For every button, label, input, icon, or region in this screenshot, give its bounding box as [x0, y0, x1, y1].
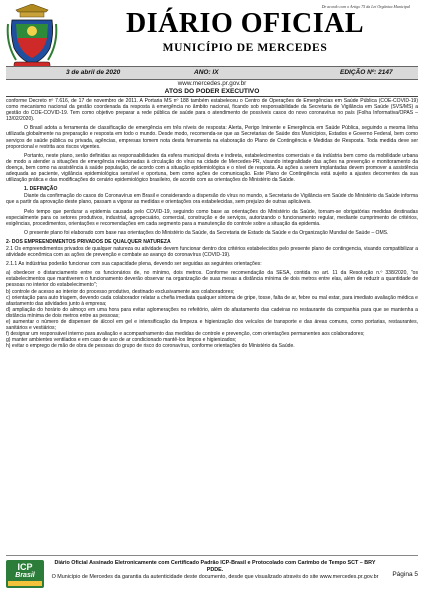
seal-label-bottom: Brasil [15, 572, 35, 579]
certification-line: Diário Oficial Assinado Eletronicamente com Certificado Padrão ICP-Brasil e Protocolado com Carimbo de Tempo SCT – BRY PDDE. [54, 560, 376, 573]
list-item: d) ampliação do horário do almoço em uma hora para evitar aglomerações no refeitório, além do afastamento das cadeiras no restaurante da companhia para que se mantenha a distância mínima de dois metros entre as pessoas; [6, 306, 418, 319]
paragraph: Pelo tempo que perdurar a epidemia causada pelo COVID-19, seguindo como base as orientações do Ministério da Saúde, tornam-se obrigatórias medidas destinadas especialmente para os setores produtivos, industrial, agropecuário, comercial, construção e de serviços, autorizando o funcionamento regular, mediante cumprimento de critérios, exigências, procedimentos, orientações e recomendações em cada segmento para a manutenção do controle sobre a situação da epidemia. [6, 208, 418, 227]
coat-of-arms-icon [6, 4, 58, 70]
icp-brasil-seal-icon [6, 560, 44, 588]
edition-year: ANO: IX [194, 69, 219, 76]
authenticity-line: O Município de Mercedes da garantia da autenticidade deste documento, desde que visualizado através do site www.mercedes.pr.gov.br [51, 573, 379, 580]
legal-note: De acordo com o Artigo 75 da Lei Orgânica Municipal [321, 4, 410, 9]
website-link[interactable]: www.mercedes.pr.gov.br [177, 80, 247, 87]
paragraph: O presente plano foi elaborado com base nas orientações do Ministério da Saúde, da Secretaria de Estado da Saúde e da Organização Mundial de Saúde – OMS. [24, 229, 389, 236]
footer [6, 555, 418, 594]
list-item: c) orientação para auto triagem, devendo cada colaborador relatar a chefia imediata qualquer sintoma de gripe, tosse, falta de ar, febre ou mal estar, para imediato avaliação médica e afastamento das atividades junto à empresa; [6, 294, 418, 307]
divider [6, 96, 418, 97]
paragraph: conforme Decreto nº 7.616, de 17 de novembro de 2011. A Portaria MS nº 188 também estabeleceu o Centro de Operações de Emergências em Saúde Pública (COE-COVID-19) como mecanismo nacional da gestão coordenada da resposta à emergência no âmbito nacional, ficando sob responsabilidade da Secretaria de Vigilância em Saúde (SVS/MS) a gestão do COE-COVID-19. Tem como objetivo preparar a rede pública de saúde para o atendimento de possíveis casos do novo coronavírus no país (Folha Informativa/OPAS – 13/02/2020). [6, 98, 418, 123]
paragraph: 2.1.1 As indústrias poderão funcionar com sua capacidade plena, devendo ser seguidas as seguintes orientações: [6, 261, 262, 268]
section-heading-definicao: 1. DEFINIÇÃO [24, 186, 58, 193]
masthead [0, 0, 424, 95]
municipality-name: MUNICÍPIO DE MERCEDES [162, 42, 328, 54]
page-number: Página 5 [392, 571, 418, 578]
paragraph: Portanto, neste plano, serão definidas as responsabilidades da esfera municipal direta e indireta, estabelecimentos comerciais e da indústria bem como da mobilidade urbana de modo a atender a situações de emergência relacionadas à circulação do vírus na cidade de Mercedes-PR, visando integralidade das ações na prevenção e monitoramento da doença, bem como na assistência à saúde população, de acordo com a situação epidemiológica e o nível de resposta. As ações a serem implantadas devem promover a assistência adequada ao paciente, vigilância epidemiológica sensível e oportuna, bem como ações de comunicação. Este Plano de Contingência está sujeito a ajustes decorrentes da sua utilização prática e das modificações do cenário epidemiológico brasileiro, de acordo com as orientações do Ministério da Saúde. [6, 152, 418, 184]
paragraph: 2.1 Os empreendimentos privados de qualquer natureza ou atividade devem funcionar dentro dos critérios estabelecidos pelo presente plano de contingencia, visando compatibilizar a atividade econômica com as ações de prevenção e combate ao avanço do coronavírus (COVID-19). [6, 245, 418, 259]
certification-note [50, 560, 380, 580]
list-item: a) obedecer o distanciamento entre os funcionários de, no mínimo, dois metros. Conforme recomendação da SESA, contida no art. 11 da Resolução n.º 338/2020, "os estabelecimentos que mantiverem o funcionamento deverão observar na organização de suas mesas a distância mínima de dois metros entre elas, além de reduzir a quantidade de pessoas no interior do estabelecimento"; [6, 270, 418, 289]
list-item: g) manter ambientes ventilados e em caso de uso de ar condicionado mantê-los limpos e higienizados; [6, 337, 237, 344]
list-item: f) designar um responsável interno para avaliação e acompanhamento das medidas de controle e prevenção, com orientações permanentes aos colaboradores; [6, 331, 365, 338]
list-item: b) controle de acesso ao interior do processo produtivo, destinado exclusivamente aos colaboradores; [6, 288, 235, 295]
list-item: h) evitar o emprego de mão de obra de pessoas do grupo de risco do coronavírus, conforme orientações do Ministério da Saúde. [6, 343, 295, 350]
section-heading-empreendimentos: 2- DOS EMPREENDIMENTOS PRIVADOS DE QUALQUER NATUREZA [6, 238, 171, 245]
paragraph: Diante da confirmação do casos do Coronavírus em Brasil e considerando a dispersão do vírus no mundo, a Secretaria de Vigilância em Saúde do Ministério da Saúde informa que a partir da aprovação deste plano, passam a vigorar as medidas e orientações ora estabelecidas, sem prejuízo de outras aplicáveis. [6, 193, 418, 206]
newspaper-title: DIÁRIO OFICIAL [125, 8, 365, 39]
edition-date: 3 de abril de 2020 [66, 69, 121, 76]
edition-number: EDIÇÃO Nº: 2147 [340, 69, 393, 76]
seal-label-top: ICP [17, 562, 33, 572]
document-body [6, 98, 418, 349]
section-heading: ATOS DO PODER EXECUTIVO [164, 88, 260, 95]
edition-bar [6, 66, 418, 80]
paragraph: O Brasil adota a ferramenta de classificação de emergência em três níveis de resposta: Alerta, Perigo Iminente e Emergência em Saúde Pública, seguindo a mesma linha utilizada globalmente na preparação e resposta em todo o mundo. Desde modo, recomenda-se que as Secretarias de Saúde dos Municípios, Estados e Governo Federal, bem como serviços de saúde pública ou privada, agências, empresas tomem nota desta ferramenta na elaboração do Plano de Contingência e Medidas de Resposta. Toda medida deve ser proporcional e restrita aos riscos vigentes. [6, 125, 418, 150]
seal-stripe [8, 581, 42, 586]
list-item: e) aumentar o número de dispenser de álcool em gel e intensificação da limpeza e higienização dos veículos de transporte e das áreas comuns, como portarias, restaurantes, sanitários e vestiários; [6, 319, 418, 332]
